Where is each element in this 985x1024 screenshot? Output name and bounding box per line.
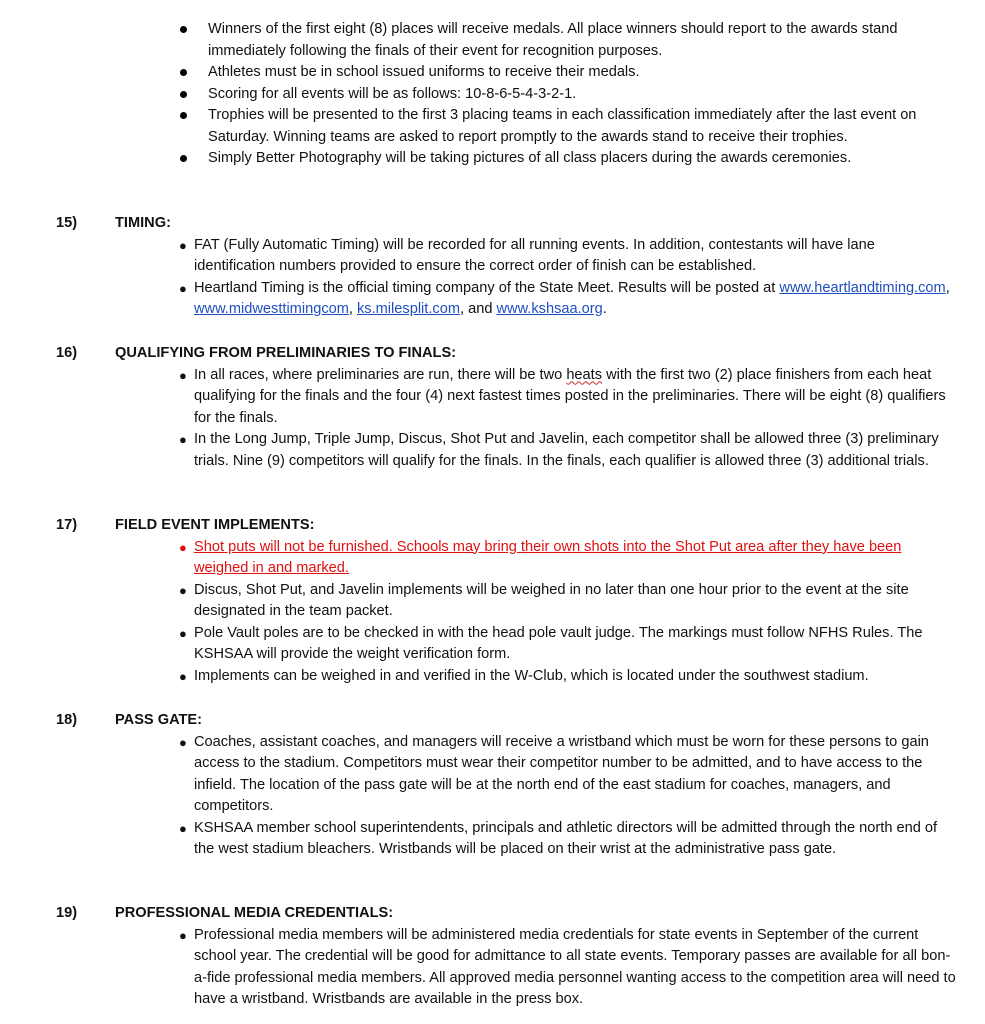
list-item: Scoring for all events will be as follows: 10-8-6-5-4-3-2-1. [208,84,968,106]
bullet-dot-icon [180,26,187,33]
list-item: Winners of the first eight (8) places will receive medals. All place winners should report to the awards stand immediately following the finals of their event for recognition purposes. [208,19,968,62]
link-midwest-timing[interactable]: www.midwesttimingcom [194,301,349,317]
list-item: ● Coaches, assistant coaches, and managers will receive a wristband which must be worn for these persons to gain access to the stadium. Competitors must wear their competitor number to be admitted, and to have access to the infield. The location of the pass gate will be at the north end of the east stadium for coaches, managers, and competitors. [179,733,929,814]
list-item: ● Discus, Shot Put, and Javelin implements will be weighed in no later than one hour prior to the event at the site designated in the team packet. [179,581,909,619]
list-item: Trophies will be presented to the first 3 placing teams in each classification immediately after the last event on Saturday. Winning teams are asked to report promptly to the awards stand to receive their trophies. [208,105,968,148]
bullet-icon: ● [179,820,187,836]
list-item: ● In the Long Jump, Triple Jump, Discus, Shot Put and Javelin, each competitor shall be allowed three (3) preliminary trials. Nine (9) competitors will qualify for the finals. In the finals, each qualifier is allowed three (3) additional trials. [179,431,939,469]
section-title: TIMING: [115,215,171,231]
list-item: Athletes must be in school issued uniforms to receive their medals. [208,62,968,84]
bullet-dot-icon [180,69,187,76]
bullet-icon: ● [179,734,187,750]
bullet-dot-icon [180,91,187,98]
bullet-icon: ● [179,367,187,383]
spellcheck-word: heats [566,366,603,383]
section-title: QUALIFYING FROM PRELIMINARIES TO FINALS: [115,345,457,361]
list-item: ● Pole Vault poles are to be checked in with the head pole vault judge. The markings must follow NFHS Rules. The KSHSAA will provide the weight verification form. [179,624,923,662]
bullet-icon: ● [179,280,187,296]
awards-bullet-list [208,19,968,170]
list-item: ● Implements can be weighed in and verified in the W-Club, which is located under the southwest stadium. [194,666,959,688]
bullet-icon: ● [179,625,187,641]
section-number: 16) [56,345,78,361]
bullet-icon: ● [179,539,187,555]
bullet-dot-icon [180,155,187,162]
bullet-dot-icon [180,112,187,119]
bullet-icon: ● [179,927,187,943]
link-milesplit[interactable]: ks.milesplit.com [357,301,460,317]
section-title: PASS GATE: [115,712,203,728]
section-title: PROFESSIONAL MEDIA CREDENTIALS: [115,905,394,921]
list-item-highlighted: ● Shot puts will not be furnished. Schools may bring their own shots into the Shot Put area after they have been weighed in and marked. [179,538,902,576]
list-item: ● FAT (Fully Automatic Timing) will be recorded for all running events. In addition, contestants will have lane identification numbers provided to ensure the correct order of finish can be established. [179,236,875,274]
bullet-icon: ● [179,432,187,447]
list-item: Simply Better Photography will be taking pictures of all class placers during the awards ceremonies. [208,148,968,170]
link-heartland-timing[interactable]: www.heartlandtiming.com [779,279,946,296]
link-kshsaa[interactable]: www.kshsaa.org [496,301,603,317]
list-item: ● Heartland Timing is the official timing company of the State Meet. Results will be posted at www.heartlandtiming.com, www.midwesttimingcom, ks.milesplit.com, and www.kshsaa.org. [179,279,950,317]
bullet-icon: ● [179,582,187,598]
bullet-icon: ● [179,668,187,684]
section-number: 15) [56,215,78,231]
list-item: ● Professional media members will be administered media credentials for state events in September of the current school year. The credential will be good for admittance to all state events. Temporary passes are available for all bon-a-fide professional media members. All approved media personnel wanting access to the competition area will need to have a wristband. Wristbands are available in the press box. [179,926,956,1007]
list-item: ● In all races, where preliminaries are run, there will be two heats with the first two (2) place finishers from each heat qualifying for the finals and the four (4) next fastest times posted in the preliminaries. There will be eight (8) qualifiers for the finals. [179,366,946,426]
list-item: ● KSHSAA member school superintendents, principals and athletic directors will be admitted through the north end of the west stadium bleachers. Wristbands will be placed on their wrist at the administrative pass gate. [179,819,938,857]
section-number: 17) [56,517,78,533]
section-number: 18) [56,712,78,728]
section-number: 19) [56,905,78,921]
bullet-icon: ● [179,237,187,253]
section-title: FIELD EVENT IMPLEMENTS: [115,517,315,533]
